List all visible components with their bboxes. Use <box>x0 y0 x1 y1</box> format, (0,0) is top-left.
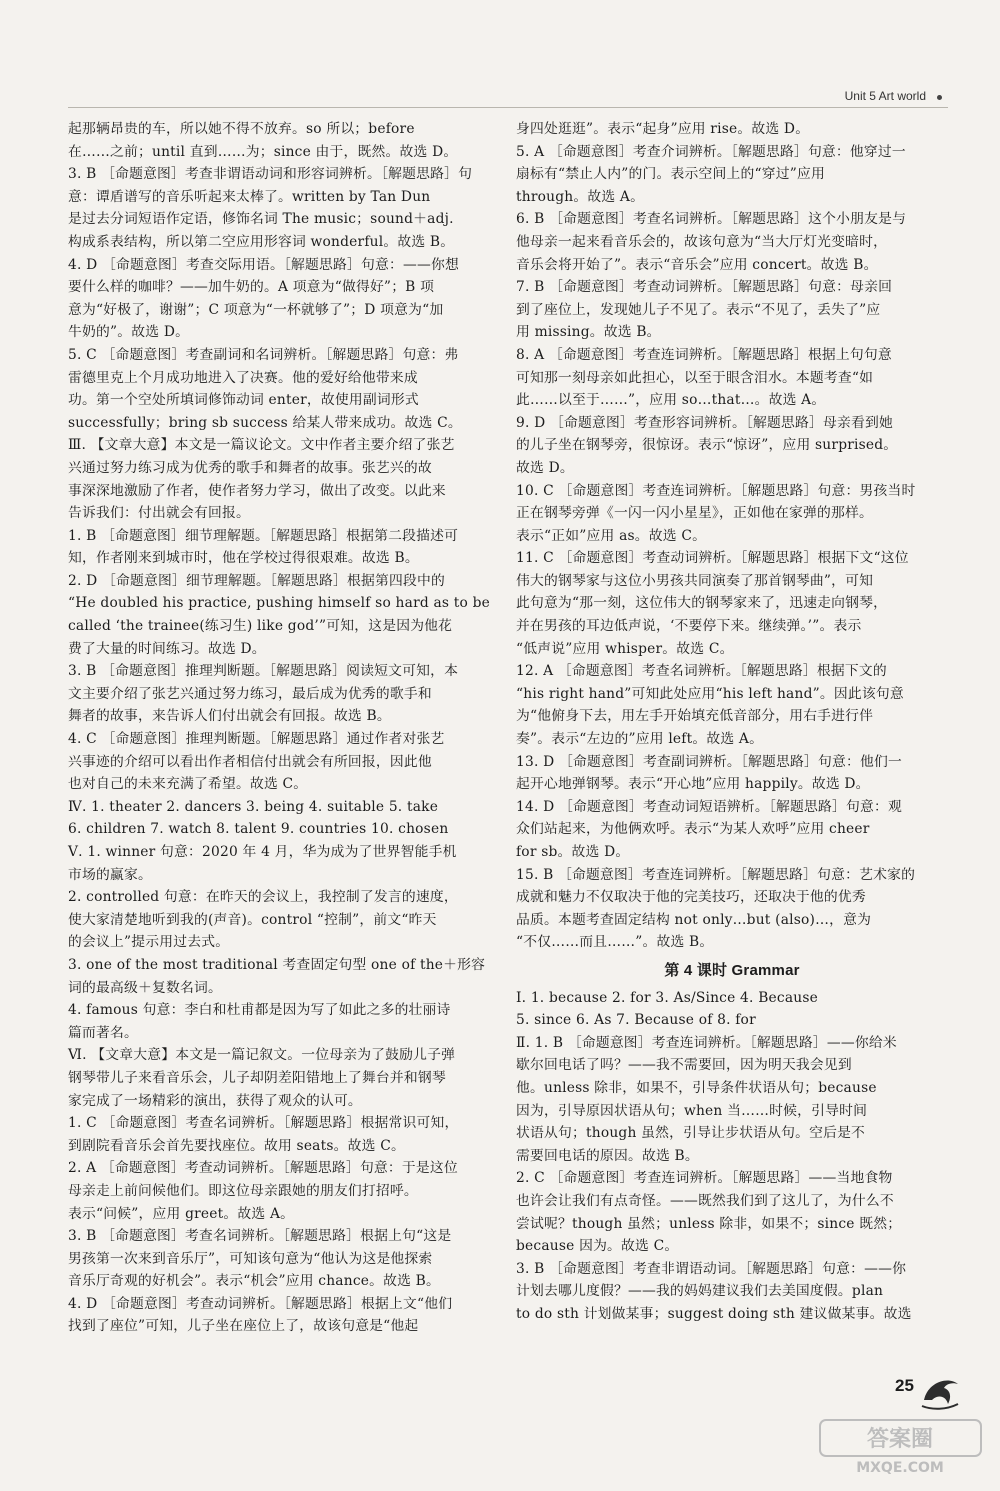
unit-title: Unit 5 Art world <box>844 89 926 103</box>
text-line: 10. C ［命题意图］考查连词辨析。［解题思路］句意：男孩当时 <box>516 482 916 499</box>
text-line: 也对自己的未来充满了希望。故选 C。 <box>68 776 308 793</box>
svg-text:MXQE.COM: MXQE.COM <box>856 1460 944 1476</box>
text-line: 家完成了一场精彩的演出，获得了观众的认可。 <box>68 1092 362 1109</box>
text-line: 舞者的故事，来告诉人们付出就会有回报。故选 B。 <box>68 708 391 725</box>
text-line: 知，作者刚来到城市时，他在学校过得很艰难。故选 B。 <box>68 550 419 567</box>
text-line: Ⅳ. 1. theater 2. dancers 3. being 4. suitable 5. take <box>68 798 439 815</box>
text-line: 12. A ［命题意图］考查名词辨析。［解题思路］根据下文的 <box>516 663 887 680</box>
right-column-grammar <box>516 987 948 1326</box>
text-line: 2. A ［命题意图］考查动词辨析。［解题思路］句意：于是这位 <box>68 1160 458 1177</box>
text-line: 3. B ［命题意图］考查非谓语动词和形容词辨析。［解题思路］句 <box>68 166 473 183</box>
text-line: 因为，引导原因状语从句；when 当……时候，引导时间 <box>516 1102 868 1119</box>
text-line: Ⅲ. 【文章大意】本文是一篇议论文。文中作者主要介绍了张艺 <box>68 437 455 454</box>
text-line: 1. B ［命题意图］细节理解题。［解题思路］根据第二段描述可 <box>68 527 459 544</box>
text-line: 3. B ［命题意图］推理判断题。［解题思路］阅读短文可知，本 <box>68 663 459 680</box>
text-line: 7. B ［命题意图］考查动词辨析。［解题思路］句意：母亲回 <box>516 279 893 296</box>
text-line: 4. D ［命题意图］考查动词辨析。［解题思路］根据上文“他们 <box>68 1295 453 1312</box>
text-line: 13. D ［命题意图］考查副词辨析。［解题思路］句意：他们一 <box>516 753 902 770</box>
text-line: 牛奶的”。故选 D。 <box>68 324 190 341</box>
text-line: 扇标有“禁止人内”的门。表示空间上的“穿过”应用 <box>516 166 825 183</box>
text-line: 是过去分词短语作定语，修饰名词 The music；sound＋adj. <box>68 211 454 228</box>
text-line: 2. C ［命题意图］考查连词辨析。［解题思路］——当地食物 <box>516 1170 893 1187</box>
text-line: 6. children 7. watch 8. talent 9. countries 10. chosen <box>68 821 449 838</box>
text-line: 此……以至于……”，应用 so…that…。故选 A。 <box>516 392 826 409</box>
text-line: 为“他俯身下去，用左手开始填充低音部分，用右手进行伴 <box>516 708 874 725</box>
watermark-logo <box>818 1418 983 1476</box>
text-line: 表示“正如”应用 as。故选 C。 <box>516 527 707 544</box>
text-line: Ⅱ. 1. B ［命题意图］考查连词辨析。［解题思路］——你给米 <box>516 1034 897 1051</box>
text-line: “his right hand”可知此处应用“his left hand”。因此该句意 <box>516 685 904 702</box>
text-line: Ⅴ. 1. winner 句意：2020 年 4 月，华为成为了世界智能手机 <box>68 844 457 860</box>
text-line: 到了座位上，发现她儿子不见了。表示“不见了，丢失了”应 <box>516 301 881 318</box>
text-line: Ⅵ. 【文章大意】本文是一篇记叙文。一位母亲为了鼓励儿子弹 <box>68 1047 456 1064</box>
text-line: 市场的赢家。 <box>68 866 152 883</box>
text-line: 14. D ［命题意图］考查动词短语辨析。［解题思路］句意：观 <box>516 798 902 815</box>
text-line: 意为“好极了，谢谢”；C 项意为“一杯就够了”；D 项意为“加 <box>68 301 444 318</box>
text-line: 2. D ［命题意图］细节理解题。［解题思路］根据第四段中的 <box>68 572 446 589</box>
text-line: 意：谭盾谱写的音乐听起来太棒了。written by Tan Dun <box>68 188 431 205</box>
text-line: 使大家清楚地听到我的(声音)。control “控制”，前文“昨天 <box>68 911 437 928</box>
text-line: 15. B ［命题意图］考查连词辨析。［解题思路］句意：艺术家的 <box>516 866 916 883</box>
text-line: called ‘the trainee(练习生) like god’”可知，这是因为他花 <box>68 618 453 635</box>
text-line: 用 missing。故选 B。 <box>516 324 661 341</box>
text-line: 众们站起来，为他俩欢呼。表示“为某人欢呼”应用 cheer <box>516 821 870 838</box>
text-line: 故选 D。 <box>516 459 574 476</box>
text-line: 4. D ［命题意图］考查交际用语。［解题思路］句意：——你想 <box>68 256 460 273</box>
text-line: because 因为。故选 C。 <box>516 1238 679 1255</box>
text-line: 到剧院看音乐会首先要找座位。故用 seats。故选 C。 <box>68 1137 405 1154</box>
text-line: 告诉我们：付出就会有回报。 <box>68 505 250 522</box>
text-line: 的会议上”提示用过去式。 <box>68 934 230 951</box>
text-line: 身四处逛逛”。表示“起身”应用 rise。故选 D。 <box>516 121 810 137</box>
text-line: 需要回电话的原因。故选 B。 <box>516 1147 699 1164</box>
text-line: 事深深地激励了作者，使作者努力学习，做出了改变。以此来 <box>68 482 446 499</box>
left-column <box>68 118 500 1338</box>
text-line: “低声说”应用 whisper。故选 C。 <box>516 640 734 657</box>
text-line: 3. B ［命题意图］考查名词辨析。［解题思路］根据上句“这是 <box>68 1228 452 1245</box>
text-line: 表示“问候”，应用 greet。故选 A。 <box>68 1205 295 1222</box>
text-line: “He doubled his practice, pushing himself so hard as to be <box>68 595 491 612</box>
text-line: 雷德里克上个月成功地进入了决赛。他的爱好给他带来成 <box>68 369 418 386</box>
text-line: 5. C ［命题意图］考查副词和名词辨析。［解题思路］句意：弗 <box>68 346 459 363</box>
text-line: 并在男孩的耳边低声说，‘不要停下来。继续弹。’”。表示 <box>516 618 862 635</box>
text-line: 构成系表结构，所以第二空应用形容词 wonderful。故选 B。 <box>68 233 455 250</box>
text-line: 1. C ［命题意图］考查名词辨析。［解题思路］根据常识可知， <box>68 1115 459 1132</box>
text-line: 音乐会将开始了”。表示“音乐会”应用 concert。故选 B。 <box>516 256 878 273</box>
text-line: 可知那一刻母亲如此担心，以至于眼含泪水。本题考查“如 <box>516 369 874 386</box>
text-line: 钢琴带儿子来看音乐会，儿子却阴差阳错地上了舞台并和钢琴 <box>68 1069 446 1086</box>
text-line: 兴通过努力练习成为优秀的歌手和舞者的故事。张艺兴的故 <box>68 459 432 476</box>
text-line: 在……之前；until 直到……为；since 由于，既然。故选 D。 <box>68 143 458 160</box>
text-line: 8. A ［命题意图］考查连词辨析。［解题思路］根据上句句意 <box>516 346 892 363</box>
text-line: 成就和魅力不仅取决于他的完美技巧，还取决于他的优秀 <box>516 889 866 906</box>
text-line: 此句意为“那一刻，这位伟大的钢琴家来了，迅速走向钢琴， <box>516 595 888 612</box>
text-line: 篇而著名。 <box>68 1024 138 1041</box>
text-line: Ⅰ. 1. because 2. for 3. As/Since 4. Because <box>516 989 818 1006</box>
text-line: 尝试呢？though 虽然；unless 除非，如果不；since 既然； <box>516 1215 902 1232</box>
text-line: 奏”。表示“左边的”应用 left。故选 A。 <box>516 731 764 748</box>
text-line: 5. A ［命题意图］考查介词辨析。［解题思路］句意：他穿过一 <box>516 143 906 160</box>
text-line: 他。unless 除非，如果不，引导条件状语从句；because <box>516 1079 877 1096</box>
text-line: 歇尔回电话了吗？——我不需要回，因为明天我会见到 <box>516 1057 852 1074</box>
text-line: 起开心地弹钢琴。表示“开心地”应用 happily。故选 D。 <box>516 776 870 793</box>
text-line: 词的最高级＋复数名词。 <box>68 979 222 996</box>
text-line: 品质。本题考查固定结构 not only…but (also)…，意为 <box>516 911 872 928</box>
text-line: 5. since 6. As 7. Because of 8. for <box>516 1012 756 1029</box>
text-line: 兴事迹的介绍可以看出作者相信付出就会有所回报，因此他 <box>68 753 432 770</box>
text-line: 的儿子坐在钢琴旁，很惊讶。表示“惊讶”，应用 surprised。 <box>516 437 898 454</box>
section-title: 第 4 课时 Grammar <box>664 961 800 979</box>
text-line: 费了大量的时间练习。故选 D。 <box>68 640 266 657</box>
text-line: 要什么样的咖啡？——加牛奶的。A 项意为“做得好”；B 项 <box>68 279 435 296</box>
page-number: 25 <box>895 1376 914 1395</box>
text-line: 2. controlled 句意：在昨天的会议上，我控制了发言的速度， <box>68 889 458 906</box>
text-line: 6. B ［命题意图］考查名词辨析。［解题思路］这个小朋友是与 <box>516 211 907 228</box>
text-line: 4. C ［命题意图］推理判断题。［解题思路］通过作者对张艺 <box>68 731 445 748</box>
text-line: 也许会让我们有点奇怪。——既然我们到了这儿了，为什么不 <box>516 1192 894 1209</box>
text-line: 状语从句；though 虽然，引导让步状语从句。空后是不 <box>516 1125 866 1142</box>
text-line: 3. B ［命题意图］考查非谓语动词。［解题思路］句意：——你 <box>516 1260 907 1277</box>
text-line: 11. C ［命题意图］考查动词辨析。［解题思路］根据下文“这位 <box>516 550 909 567</box>
text-line: 文主要介绍了张艺兴通过努力练习，最后成为优秀的歌手和 <box>68 685 432 702</box>
text-line: 计划去哪儿度假？——我的妈妈建议我们去美国度假。plan <box>516 1283 884 1300</box>
running-header <box>68 87 948 108</box>
text-line: 3. one of the most traditional 考查固定句型 one of the＋形容 <box>68 956 486 973</box>
text-line: 伟大的钢琴家与这位小男孩共同演奏了那首钢琴曲”，可知 <box>516 572 874 589</box>
text-line: 起那辆昂贵的车，所以她不得不放弃。so 所以；before <box>68 121 415 137</box>
text-line: 音乐厅奇观的好机会”。表示“机会”应用 chance。故选 B。 <box>68 1273 441 1290</box>
text-line: for sb。故选 D。 <box>516 844 630 860</box>
text-line: 找到了座位”可知，儿子坐在座位上了，故该句意是“他起 <box>68 1318 419 1335</box>
text-line: “不仅……而且……”。故选 B。 <box>516 934 714 951</box>
text-line: 功。第一个空处所填词修饰动词 enter，故使用副词形式 <box>68 392 419 409</box>
text-line: 4. famous 句意：李白和杜甫都是因为写了如此之多的壮丽诗 <box>68 1002 451 1019</box>
text-line: 男孩第一次来到音乐厅”，可知该句意为“他认为这是他探索 <box>68 1250 433 1267</box>
text-line: successfully；bring sb success 给某人带来成功。故选 C。 <box>68 414 462 431</box>
text-line: 母亲走上前问候他们。即这位母亲跟她的朋友们打招呼。 <box>68 1182 418 1199</box>
text-line: to do sth 计划做某事；suggest doing sth 建议做某事。故选 <box>516 1305 912 1322</box>
text-line: 正在钢琴旁弹《一闪一闪小星星》，正如他在家弹的那样。 <box>516 505 874 522</box>
bullet-icon <box>937 95 942 100</box>
svg-text:答案圈: 答案圈 <box>866 1427 934 1452</box>
dolphin-icon <box>918 1370 962 1412</box>
right-column <box>516 118 948 1325</box>
text-line: 他母亲一起来看音乐会的，故该句意为“当大厅灯光变暗时， <box>516 233 888 250</box>
text-line: 9. D ［命题意图］考查形容词辨析。［解题思路］母亲看到她 <box>516 414 894 431</box>
right-column-answers <box>516 118 948 954</box>
text-line: through。故选 A。 <box>516 188 645 205</box>
